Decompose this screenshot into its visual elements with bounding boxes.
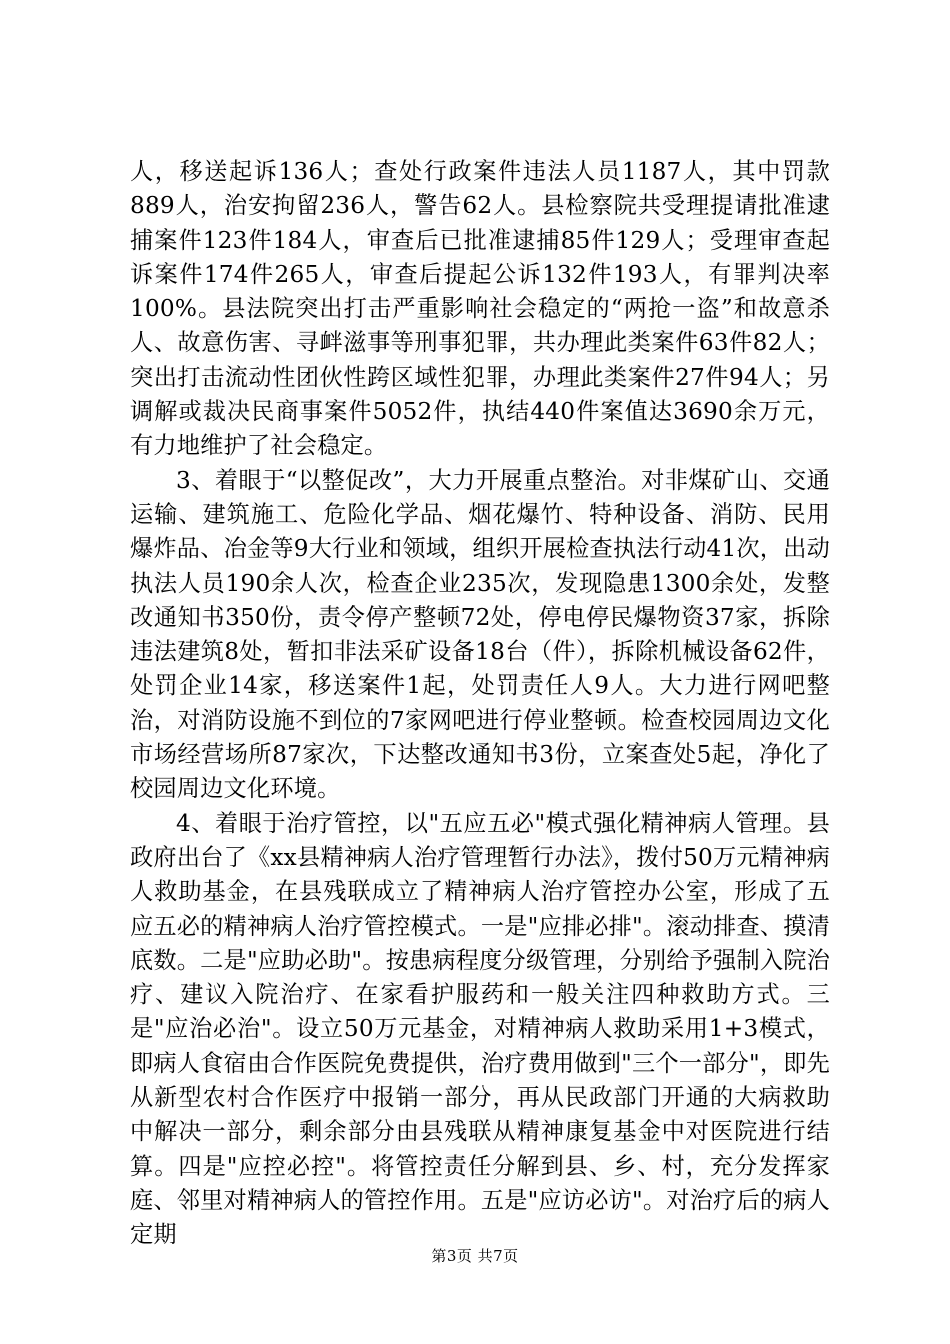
paragraph-continuation: 人，移送起诉136人；查处行政案件违法人员1187人，其中罚款889人，治安拘留236人，警告62人。县检察院共受理提请批准逮捕案件123件184人，审查后已批准逮捕85件129人；受理审查起诉案件174件265人，审查后提起公诉132件193人，有罪判决率100%。县法院突出打击严重影响社会稳定的“两抢一盗”和故意杀人、故意伤害、寻衅滋事等刑事犯罪，共办理此类案件63件82人；突出打击流动性团伙性跨区域性犯罪，办理此类案件27件94人；另调解或裁决民商事案件5052件，执结440件案值达3690余万元，有力地维护了社会稳定。	[130, 158, 830, 460]
document-body	[130, 155, 830, 1253]
page-footer: 第3页 共7页	[431, 1247, 519, 1265]
paragraph-section-3: 3、着眼于“以整促改”，大力开展重点整治。对非煤矿山、交通运输、建筑施工、危险化学品、烟花爆竹、特种设备、消防、民用爆炸品、冶金等9大行业和领域，组织开展检查执法行动41次，出动执法人员190余人次，检查企业235次，发现隐患1300余处，发整改通知书350份，责令停产整顿72处，停电停民爆物资37家，拆除违法建筑8处，暂扣非法采矿设备18台（件），拆除机械设备62件，处罚企业14家，移送案件1起，处罚责任人9人。大力进行网吧整治，对消防设施不到位的7家网吧进行停业整顿。检查校园周边文化市场经营场所87家次，下达整改通知书3份，立案查处5起，净化了校园周边文化环境。	[130, 466, 830, 803]
paragraph-section-4: 4、着眼于治疗管控，以"五应五必"模式强化精神病人管理。县政府出台了《xx县精神病人治疗管理暂行办法》，拨付50万元精神病人救助基金，在县残联成立了精神病人治疗管控办公室，形成了五应五必的精神病人治疗管控模式。一是"应排必排"。滚动排查、摸清底数。二是"应助必助"。按患病程度分级管理，分别给予强制入院治疗、建议入院治疗、在家看护服药和一般关注四种救助方式。三是"应治必治"。设立50万元基金，对精神病人救助采用1+3模式，即病人食宿由合作医院免费提供，治疗费用做到"三个一部分"，即先从新型农村合作医疗中报销一部分，再从民政部门开通的大病救助中解决一部分，剩余部分由县残联从精神康复基金中对医院进行结算。四是"应控必控"。将管控责任分解到县、乡、村，充分发挥家庭、邻里对精神病人的管控作用。五是"应访必访"。对治疗后的病人定期	[130, 809, 830, 1249]
